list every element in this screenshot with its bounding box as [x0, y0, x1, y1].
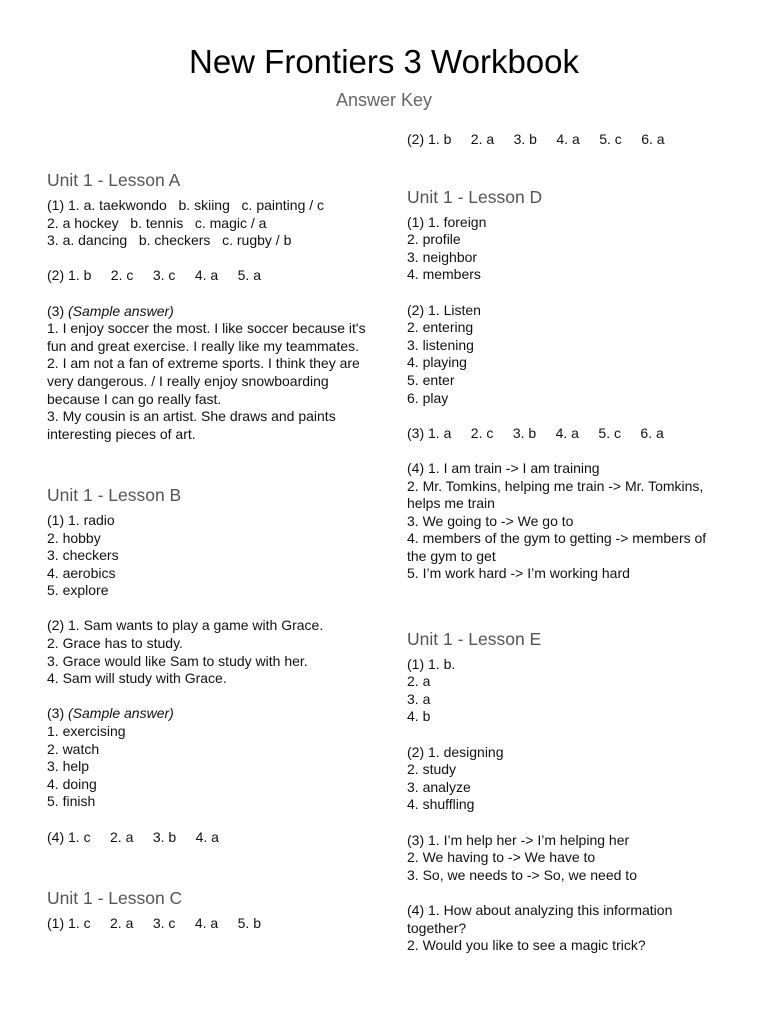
lesson-c-part-2: (2) 1. b 2. a 3. b 4. a 5. c 6. a: [407, 131, 665, 147]
answer-line: 4. shuffling: [407, 796, 475, 813]
lesson-d-heading: Unit 1 - Lesson D: [407, 186, 543, 207]
answer-line: 2. study: [407, 761, 457, 778]
answer-line: 3. analyze: [407, 778, 471, 795]
lesson-d-part-2: [407, 302, 722, 408]
answer-line: (3) 1. I’m help her -> I’m helping her: [407, 831, 630, 848]
lesson-b-heading: Unit 1 - Lesson B: [47, 484, 182, 505]
answer-paragraph: (4) 1. How about analyzing this information together?: [407, 901, 673, 936]
lesson-e-part-2: [407, 744, 722, 814]
answer-line: 3. listening: [407, 336, 474, 353]
right-column: [407, 131, 722, 972]
lesson-b-section: [47, 483, 367, 846]
lesson-b-part-2: [47, 617, 367, 687]
lesson-c-section: [47, 886, 367, 933]
answer-line: (4) 1. c 2. a 3. b 4. a: [47, 828, 219, 845]
answer-line: (1) 1. foreign: [407, 213, 487, 230]
answer-paragraph: (4) 1. I am train -> I am training: [407, 459, 600, 476]
answer-line: 3. Grace would like Sam to study with her.: [47, 652, 308, 669]
answer-line: 2. We having to -> We have to: [407, 849, 596, 866]
lesson-b-part-3: [47, 705, 367, 811]
answer-line: (1) 1. radio: [47, 511, 115, 528]
lesson-d-part-4: [407, 460, 722, 583]
answer-line: 5. finish: [47, 793, 96, 810]
answer-line: (2) 1. designing: [407, 743, 504, 760]
lesson-d-section: [407, 185, 722, 583]
lesson-e-heading: Unit 1 - Lesson E: [407, 628, 542, 649]
answer-line: 5. enter: [407, 371, 455, 388]
answer-line: 2. a hockey b. tennis c. magic / a: [47, 214, 267, 231]
page-title: New Frontiers 3 Workbook: [188, 43, 580, 80]
answer-line: 2. Grace has to study.: [47, 635, 183, 652]
answer-line: 2. a: [407, 673, 431, 690]
answer-paragraph: 2. Would you like to see a magic trick?: [407, 937, 646, 954]
part-number: (3): [47, 705, 68, 722]
lesson-b-part-4: [47, 829, 367, 847]
left-column: [47, 168, 367, 950]
answer-line: 2. watch: [47, 740, 100, 757]
lesson-a-part-1: [47, 197, 367, 250]
answer-paragraph: 5. I’m work hard -> I’m working hard: [407, 565, 630, 582]
answer-line: 4. doing: [47, 775, 97, 792]
answer-line: 6. play: [407, 389, 449, 406]
lesson-e-part-3: [407, 832, 722, 885]
answer-line: 2. entering: [407, 319, 474, 336]
answer-line: 3. help: [47, 758, 90, 775]
answer-line: 2. hobby: [47, 529, 101, 546]
lesson-c-heading: Unit 1 - Lesson C: [47, 887, 183, 908]
answer-paragraph: 3. My cousin is an artist. She draws and paints interesting pieces of art.: [47, 408, 336, 442]
part-number: (3): [47, 302, 68, 319]
answer-line: 4. Sam will study with Grace.: [47, 670, 227, 687]
answer-paragraph: 2. Mr. Tomkins, helping me train -> Mr. Tomkins, helps me train: [407, 477, 704, 512]
sample-answer-label: (Sample answer): [68, 302, 174, 319]
answer-line: 3. a: [407, 690, 431, 707]
answer-line: (2) 1. Sam wants to play a game with Grace.: [47, 617, 324, 634]
part-label: [47, 705, 367, 723]
lesson-e-part-1: [407, 656, 722, 726]
answer-line: 4. aerobics: [47, 564, 116, 581]
answer-line: 3. checkers: [47, 547, 119, 564]
lesson-d-part-1: [407, 214, 722, 284]
answer-line: 3. neighbor: [407, 248, 478, 265]
answer-line: (1) 1. a. taekwondo b. skiing c. painting / c: [47, 197, 325, 213]
lesson-e-section: [407, 627, 722, 955]
answer-paragraph: 2. I am not a fan of extreme sports. I think they are very dangerous. / I really enjoy snowboarding because I can go really fast.: [47, 355, 360, 407]
sample-answer-label: (Sample answer): [68, 705, 174, 722]
answer-line: 4. b: [407, 708, 431, 725]
answer-line: 3. So, we needs to -> So, we need to: [407, 866, 637, 883]
answer-line: (3) 1. a 2. c 3. b 4. a 5. c 6. a: [407, 424, 664, 441]
lesson-a-heading: Unit 1 - Lesson A: [47, 170, 181, 190]
lesson-a-section: [47, 168, 367, 443]
lesson-d-part-3: [407, 425, 722, 443]
answer-line: 5. explore: [47, 582, 109, 599]
answer-paragraph: 1. I enjoy soccer the most. I like soccer because it's fun and great exercise. I really like my teammates.: [47, 320, 366, 354]
lesson-b-part-1: [47, 512, 367, 600]
lesson-e-part-4: [407, 902, 722, 955]
answer-line: 4. members: [407, 266, 481, 283]
answer-line: (2) 1. Listen: [407, 301, 481, 318]
lesson-a-part-2: [47, 267, 367, 285]
page-subtitle: Answer Key: [335, 90, 433, 110]
lesson-a-part-3: [47, 303, 367, 444]
answer-line: 2. profile: [407, 231, 461, 248]
lesson-c-part-1: [47, 915, 367, 933]
answer-line: (1) 1. b.: [407, 655, 456, 672]
answer-line: 4. playing: [407, 354, 467, 371]
answer-line: (2) 1. b 2. c 3. c 4. a 5. a: [47, 267, 261, 284]
part-label: [47, 303, 367, 321]
answer-line: 3. a. dancing b. checkers c. rugby / b: [47, 232, 292, 249]
answer-paragraph: 4. members of the gym to getting -> members of the gym to get: [407, 530, 707, 564]
answer-line: 1. exercising: [47, 723, 126, 740]
answer-line: (1) 1. c 2. a 3. c 4. a 5. b: [47, 914, 261, 931]
answer-paragraph: 3. We going to -> We go to: [407, 512, 574, 529]
